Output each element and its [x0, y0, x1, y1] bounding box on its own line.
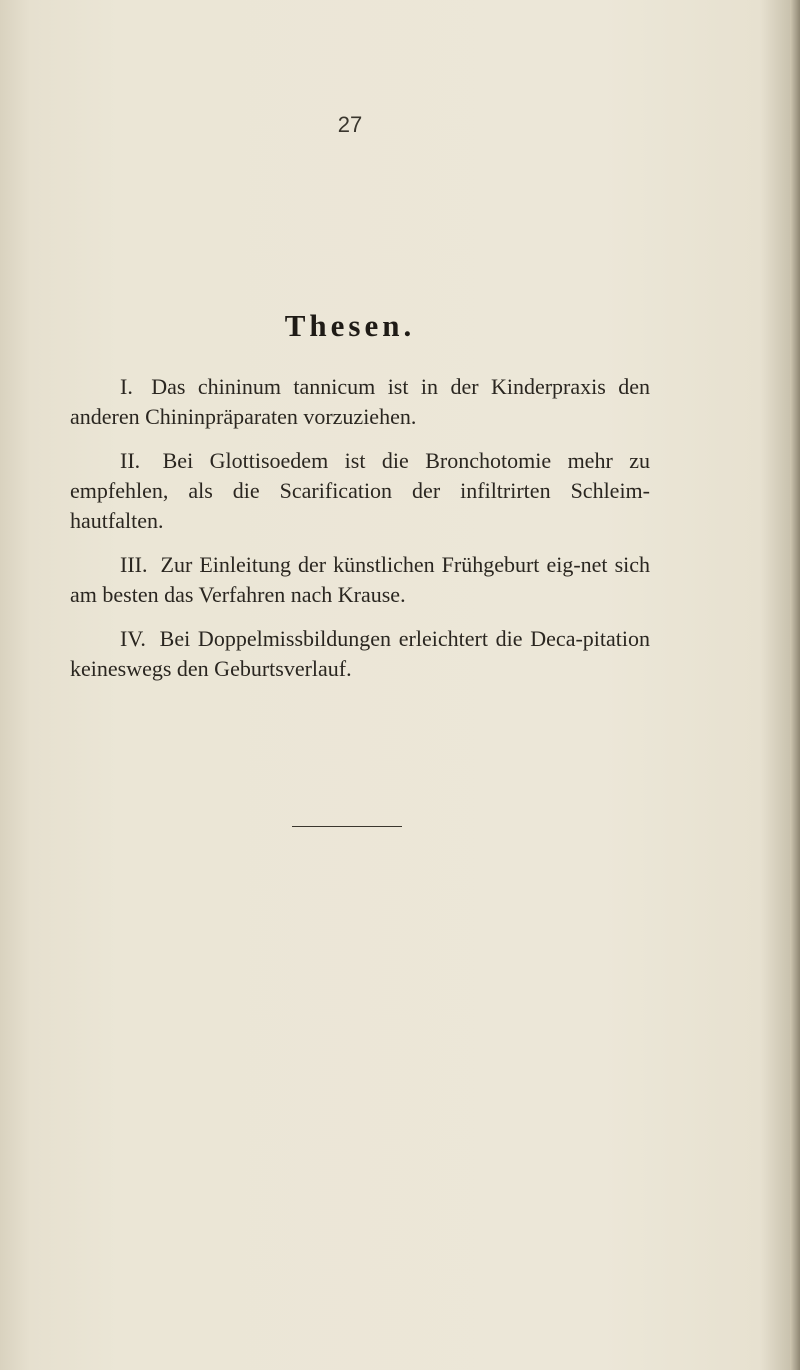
- thesis-text: Bei Doppelmissbildungen erleichtert die Deca-pitation keineswegs den Geburtsverlauf.: [70, 626, 651, 681]
- thesis-2: [70, 446, 650, 536]
- thesis-numeral: III.: [120, 552, 148, 577]
- thesis-numeral: I.: [120, 374, 133, 399]
- closing-rule: [292, 826, 402, 827]
- thesis-text: Bei Glottisoedem ist die Bronchotomie mehr zu empfehlen, als die Scarification der infiltrirten Schleim-hautfalten.: [70, 448, 650, 533]
- theses-list: [70, 372, 650, 698]
- thesis-3: [70, 550, 650, 610]
- thesis-1: [70, 372, 650, 432]
- page-edge: [790, 0, 800, 1370]
- thesis-text: Das chininum tannicum ist in der Kinderpraxis den anderen Chininpräparaten vorzuziehen.: [70, 374, 650, 429]
- page-title: Thesen.: [284, 308, 416, 343]
- thesis-text: Zur Einleitung der künstlichen Frühgeburt eig-net sich am besten das Verfahren nach Krause.: [70, 552, 651, 607]
- thesis-numeral: II.: [120, 448, 141, 473]
- thesis-numeral: IV.: [120, 626, 146, 651]
- page-number: 27: [337, 112, 363, 137]
- thesis-4: [70, 624, 650, 684]
